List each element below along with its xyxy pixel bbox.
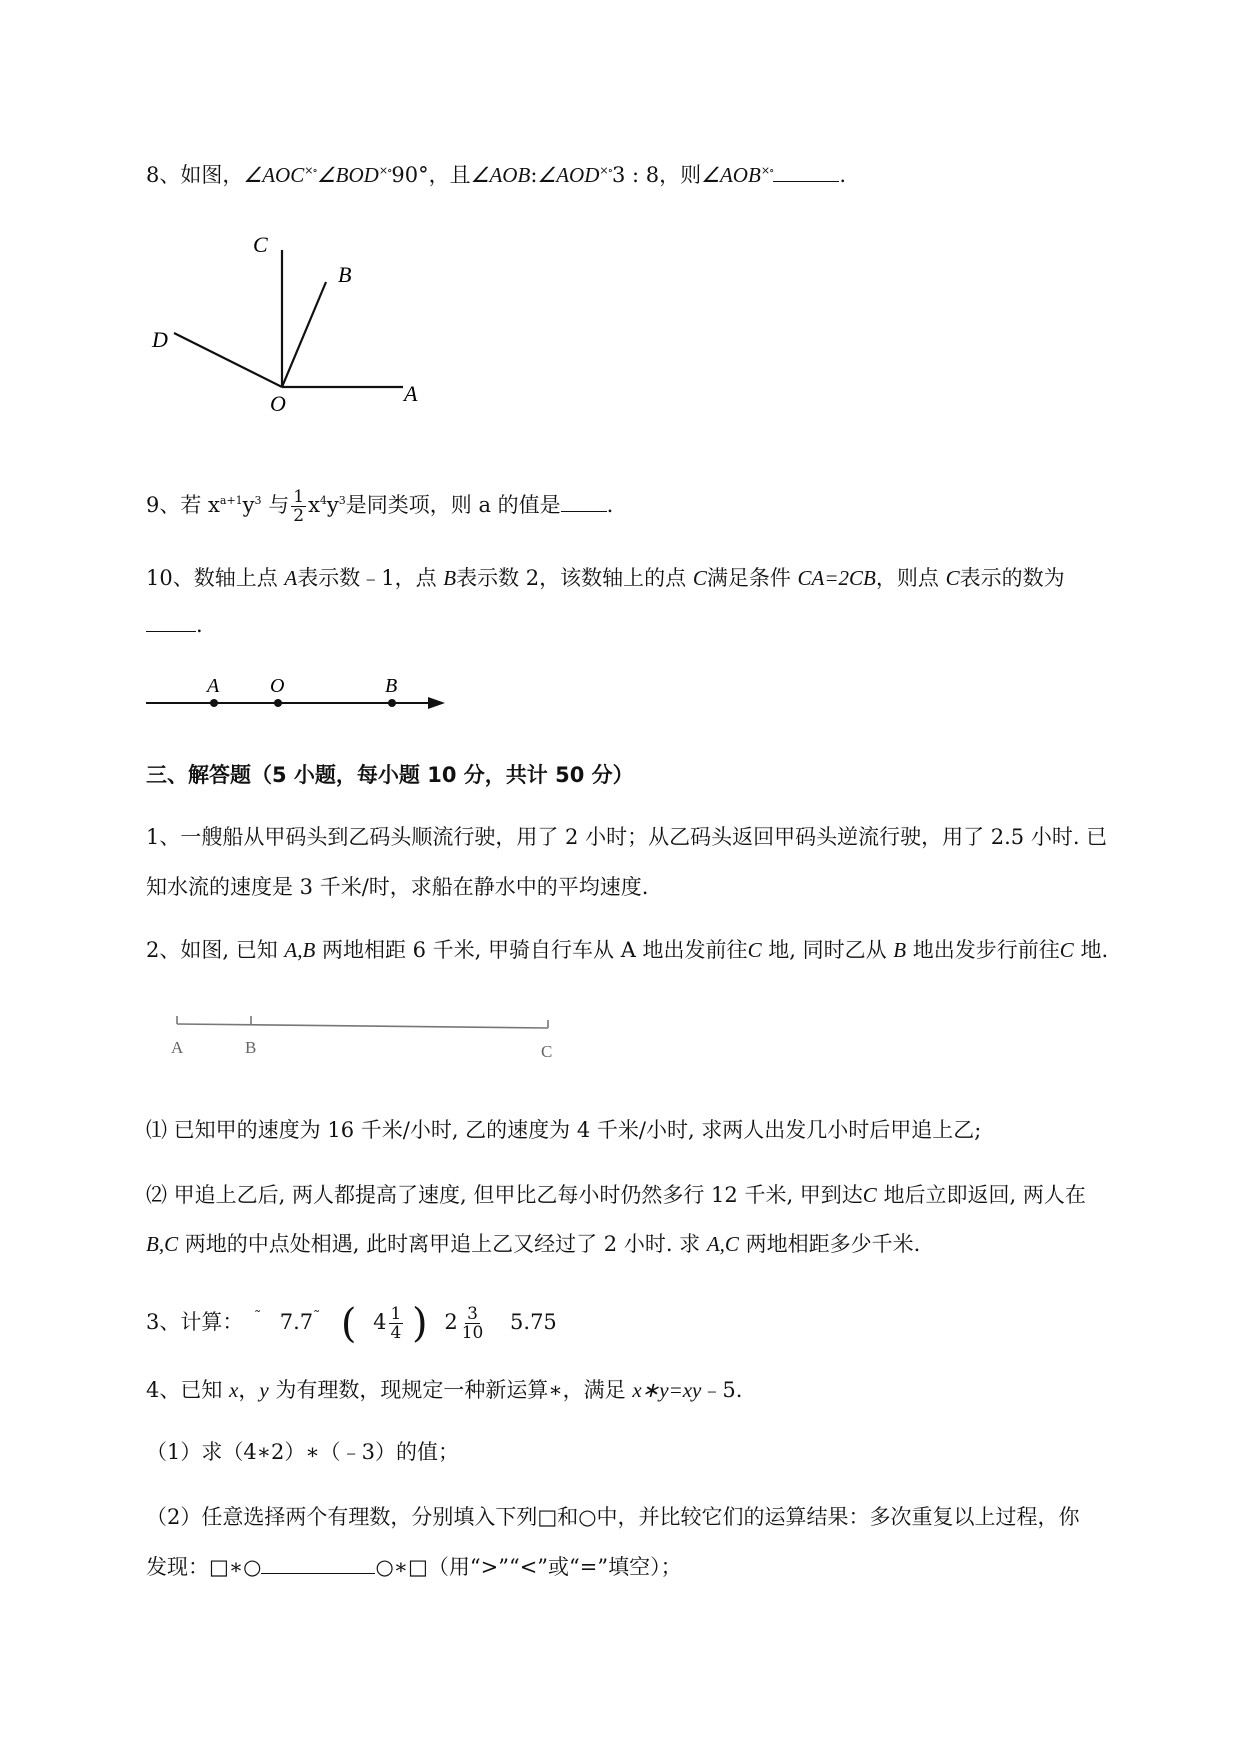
label-a: A: [171, 1038, 184, 1057]
problem-4-part-2-line-2: 发现：□∗○ ○∗□（用“>”“<”或“=”填空）；: [146, 1555, 682, 1579]
ray-od: [174, 333, 282, 387]
label-c: C: [541, 1042, 553, 1061]
label-b: B: [245, 1038, 257, 1057]
answer-blank[interactable]: [561, 491, 607, 512]
section-heading: 三、解答题（5 小题，每小题 10 分，共计 50 分）: [146, 763, 634, 787]
problem-4-part-1: （1）求（4∗2）∗（﹣3）的值；: [146, 1440, 459, 1464]
point-a: [210, 699, 218, 707]
fraction-quarter: $\frac{1}{4}$: [390, 1304, 402, 1343]
question-8: 8、如图，∠AOC×∘∠BOD×∘90°，且∠AOB:∠AOD×∘3 : 8，则∠AOB×∘ .: [146, 163, 847, 187]
point-b: [388, 699, 396, 707]
problem-4-part-2-line-1: （2）任意选择两个有理数，分别填入下列□和○中，并比较它们的运算结果：多次重复以上过程，你: [146, 1505, 1080, 1529]
number-line-figure: [140, 670, 460, 720]
garbled-symbol: ×∘: [760, 164, 774, 177]
point-o: [274, 699, 282, 707]
question-10: 10、数轴上点 A表示数﹣1，点 B表示数 2，该数轴上的点 C满足条件 CA=2CB，则点 C表示的数为: [146, 566, 1065, 590]
label-c: C: [253, 232, 268, 257]
segment-figure: [165, 1008, 565, 1068]
problem-1-line-2: 知水流的速度是 3 千米/时，求船在静水中的平均速度.: [146, 875, 649, 899]
problem-4: 4、已知 x，y 为有理数，现规定一种新运算∗，满足 x∗y=xy﹣5.: [146, 1378, 743, 1402]
question-10-blank-line: .: [146, 610, 203, 640]
problem-2-part-2-line-2: B,C 两地的中点处相遇, 此时离甲追上乙又经过了 2 小时. 求 A,C 两地相距多少千米.: [146, 1232, 921, 1256]
label-a: A: [404, 381, 418, 406]
garbled-symbol: ×∘: [378, 164, 392, 177]
fraction-half: $\frac{1}{2}$: [293, 487, 305, 526]
problem-3: 3、计算： ˜ 7.7˜ ( 4 $\frac{1}{4}$ ) 2 $\frac{3}{10}$ 5.75: [146, 1300, 557, 1347]
right-paren: ): [412, 1300, 428, 1347]
problem-2-part-1: ⑴ 已知甲的速度为 16 千米/小时, 乙的速度为 4 千米/小时, 求两人出发几小时后甲追上乙;: [146, 1118, 982, 1142]
ray-ob: [282, 282, 326, 387]
label-a: A: [207, 675, 220, 697]
garbled-symbol: ×∘: [304, 164, 317, 177]
garbled-symbol: ×∘: [599, 164, 612, 177]
label-d: D: [152, 327, 168, 352]
label-b: B: [385, 675, 398, 697]
problem-1-line-1: 1、一艘船从甲码头到乙码头顺流行驶，用了 2 小时；从乙码头返回甲码头逆流行驶，用了 2.5 小时. 已: [146, 825, 1108, 849]
answer-blank[interactable]: [261, 1553, 375, 1574]
label-o: O: [270, 675, 285, 697]
problem-2: 2、如图, 已知 A,B 两地相距 6 千米, 甲骑自行车从 A 地出发前往C 地, 同时乙从 B 地出发步行前往C 地.: [146, 938, 1109, 962]
problem-2-part-2-line-1: ⑵ 甲追上乙后, 两人都提高了速度, 但甲比乙每小时仍然多行 12 千米, 甲到达C 地后立即返回, 两人在: [146, 1183, 1086, 1207]
label-b: B: [338, 262, 352, 287]
segment-line: [177, 1024, 548, 1028]
question-9: 9、若 $x^{a+1}y^3$ 与 $\frac{1}{2}$ $x^4y^3$是同类项，则 a 的值是 .: [146, 487, 614, 526]
answer-blank[interactable]: [773, 161, 839, 182]
axis-arrow: [428, 697, 445, 709]
angle-figure: [140, 230, 440, 420]
label-o: O: [270, 391, 286, 416]
answer-blank[interactable]: [146, 611, 196, 632]
fraction-three-tenths: $\frac{3}{10}$: [461, 1304, 484, 1343]
left-paren: (: [340, 1300, 357, 1347]
